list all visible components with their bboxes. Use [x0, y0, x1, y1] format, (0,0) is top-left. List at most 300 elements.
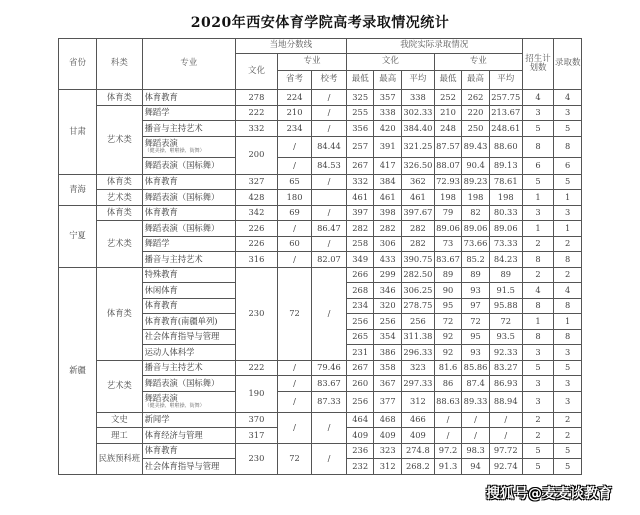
culture-line-cell: 226: [235, 221, 277, 237]
culture-min-cell: 231: [346, 345, 374, 361]
culture-max-cell: 377: [374, 391, 402, 412]
major-cell: 播音与主持艺术: [142, 252, 235, 268]
specialty-max-cell: 198: [462, 190, 490, 206]
major-cell: 体育教育: [142, 205, 235, 221]
plan-cell: 1: [522, 221, 554, 237]
specialty-min-cell: 92: [434, 329, 462, 345]
culture-min-cell: 265: [346, 329, 374, 345]
culture-avg-cell: 326.50: [401, 157, 434, 174]
culture-avg-cell: 282: [401, 221, 434, 237]
specialty-max-cell: 89.33: [462, 391, 490, 412]
school-exam-cell: /: [312, 412, 347, 443]
specialty-min-cell: 83.67: [434, 252, 462, 268]
culture-max-cell: 417: [374, 157, 402, 174]
admission-stats-table: [58, 38, 582, 475]
specialty-max-cell: 87.4: [462, 376, 490, 392]
specialty-max-cell: 95: [462, 329, 490, 345]
culture-min-cell: 461: [346, 190, 374, 206]
school-exam-cell: /: [312, 174, 347, 190]
culture-avg-cell: 397.67: [401, 205, 434, 221]
major-cell: 体育教育(南疆单列): [142, 314, 235, 330]
header-specialty-line: 专业: [278, 54, 347, 71]
specialty-avg-cell: 213.67: [489, 105, 522, 121]
specialty-min-cell: 95: [434, 298, 462, 314]
culture-max-cell: 358: [374, 360, 402, 376]
admitted-cell: 5: [554, 121, 582, 137]
culture-line-cell: 342: [235, 205, 277, 221]
table-row: [59, 360, 582, 376]
specialty-min-cell: 248: [434, 121, 462, 137]
culture-line-cell: 370: [235, 412, 277, 428]
admitted-cell: 1: [554, 314, 582, 330]
culture-max-cell: 391: [374, 136, 402, 157]
specialty-avg-cell: 89: [489, 267, 522, 283]
prov-exam-cell: /: [278, 360, 312, 376]
culture-line-cell: 316: [235, 252, 277, 268]
specialty-min-cell: 89: [434, 267, 462, 283]
specialty-avg-cell: 72: [489, 314, 522, 330]
culture-avg-cell: 323: [401, 360, 434, 376]
specialty-min-cell: 73: [434, 236, 462, 252]
culture-min-cell: 349: [346, 252, 374, 268]
prov-exam-cell: /: [278, 376, 312, 392]
culture-avg-cell: 256: [401, 314, 434, 330]
culture-max-cell: 354: [374, 329, 402, 345]
admitted-cell: 5: [554, 443, 582, 459]
specialty-min-cell: 210: [434, 105, 462, 121]
admitted-cell: 3: [554, 376, 582, 392]
major-subtitle: （健美操、啦啦操、街舞）: [144, 147, 205, 154]
culture-avg-cell: 312: [401, 391, 434, 412]
specialty-min-cell: 97.2: [434, 443, 462, 459]
culture-avg-cell: 321.25: [401, 136, 434, 157]
culture-line-cell: 332: [235, 121, 277, 137]
culture-line-cell: 317: [235, 428, 277, 444]
plan-cell: 8: [522, 136, 554, 157]
header-major: 专业: [142, 39, 235, 90]
specialty-min-cell: 88.63: [434, 391, 462, 412]
admitted-cell: 8: [554, 252, 582, 268]
culture-line-cell: 327: [235, 174, 277, 190]
plan-cell: 4: [522, 283, 554, 299]
table-row: [59, 105, 582, 121]
culture-min-cell: 356: [346, 121, 374, 137]
admitted-cell: 3: [554, 391, 582, 412]
specialty-avg-cell: 84.23: [489, 252, 522, 268]
plan-cell: 6: [522, 157, 554, 174]
province-cell: 甘肃: [59, 90, 97, 175]
admitted-cell: 8: [554, 329, 582, 345]
culture-avg-cell: 466: [401, 412, 434, 428]
specialty-max-cell: 89: [462, 267, 490, 283]
culture-min-cell: 267: [346, 360, 374, 376]
culture-max-cell: 384: [374, 174, 402, 190]
header-culture-line: 文化: [235, 54, 277, 90]
school-exam-cell: 86.47: [312, 221, 347, 237]
culture-avg-cell: 390.75: [401, 252, 434, 268]
culture-line-cell: 222: [235, 360, 277, 376]
culture-max-cell: 398: [374, 205, 402, 221]
category-cell: 体育类: [97, 267, 143, 360]
major-cell: 新闻学: [142, 412, 235, 428]
category-cell: 艺术类: [97, 190, 143, 206]
culture-max-cell: 299: [374, 267, 402, 283]
culture-max-cell: 312: [374, 459, 402, 475]
specialty-max-cell: 250: [462, 121, 490, 137]
category-cell: 体育类: [97, 90, 143, 106]
culture-avg-cell: 268.2: [401, 459, 434, 475]
major-name: 舞蹈表演: [144, 137, 178, 148]
province-cell: 青海: [59, 174, 97, 205]
school-exam-cell: /: [312, 443, 347, 474]
specialty-avg-cell: 97.72: [489, 443, 522, 459]
culture-max-cell: 461: [374, 190, 402, 206]
prov-exam-cell: /: [278, 412, 312, 443]
admitted-cell: 1: [554, 221, 582, 237]
major-cell: 社会体育指导与管理: [142, 329, 235, 345]
admitted-cell: 3: [554, 345, 582, 361]
school-exam-cell: /: [312, 205, 347, 221]
plan-cell: 8: [522, 329, 554, 345]
specialty-max-cell: 85.2: [462, 252, 490, 268]
major-cell: 舞蹈表演（国标舞）: [142, 157, 235, 174]
plan-cell: 2: [522, 236, 554, 252]
specialty-max-cell: 82: [462, 205, 490, 221]
header-culture-max: 最高: [374, 71, 402, 90]
culture-max-cell: 420: [374, 121, 402, 137]
plan-cell: 8: [522, 252, 554, 268]
category-cell: 理工: [97, 428, 143, 444]
culture-avg-cell: 461: [401, 190, 434, 206]
prov-exam-cell: /: [278, 391, 312, 412]
culture-line-cell: 278: [235, 90, 277, 106]
header-specialty-max: 最高: [462, 71, 490, 90]
major-cell: [142, 391, 235, 412]
plan-cell: 1: [522, 314, 554, 330]
major-name: 舞蹈表演: [144, 392, 178, 403]
culture-avg-cell: 282.50: [401, 267, 434, 283]
culture-min-cell: 266: [346, 267, 374, 283]
culture-max-cell: 346: [374, 283, 402, 299]
prov-exam-cell: /: [278, 252, 312, 268]
prov-exam-cell: 65: [278, 174, 312, 190]
admitted-cell: 5: [554, 360, 582, 376]
prov-exam-cell: 234: [278, 121, 312, 137]
specialty-min-cell: 88.07: [434, 157, 462, 174]
school-exam-cell: 83.67: [312, 376, 347, 392]
culture-max-cell: 386: [374, 345, 402, 361]
specialty-max-cell: 93: [462, 345, 490, 361]
major-cell: 体育教育: [142, 443, 235, 459]
major-cell: 舞蹈表演（国标舞）: [142, 221, 235, 237]
admitted-cell: 5: [554, 459, 582, 475]
plan-cell: 5: [522, 459, 554, 475]
category-cell: 艺术类: [97, 105, 143, 174]
major-cell: 体育教育: [142, 174, 235, 190]
specialty-max-cell: 89.23: [462, 174, 490, 190]
school-exam-cell: 79.46: [312, 360, 347, 376]
major-cell: 体育经济与管理: [142, 428, 235, 444]
culture-max-cell: 357: [374, 90, 402, 106]
header-culture-min: 最低: [346, 71, 374, 90]
major-cell: 特殊教育: [142, 267, 235, 283]
culture-avg-cell: 302.33: [401, 105, 434, 121]
header-actual: 我院实际录取情况: [346, 39, 522, 54]
culture-max-cell: 433: [374, 252, 402, 268]
specialty-avg-cell: 92.74: [489, 459, 522, 475]
culture-max-cell: 468: [374, 412, 402, 428]
specialty-max-cell: /: [462, 412, 490, 428]
culture-line-cell: 230: [235, 267, 277, 360]
admitted-cell: 5: [554, 174, 582, 190]
category-cell: 文史: [97, 412, 143, 428]
specialty-max-cell: 72: [462, 314, 490, 330]
school-exam-cell: [312, 190, 347, 206]
culture-max-cell: 367: [374, 376, 402, 392]
specialty-min-cell: 72: [434, 314, 462, 330]
culture-min-cell: 255: [346, 105, 374, 121]
specialty-max-cell: 262: [462, 90, 490, 106]
specialty-avg-cell: /: [489, 428, 522, 444]
school-exam-cell: /: [312, 121, 347, 137]
table-row: [59, 205, 582, 221]
specialty-max-cell: 89.06: [462, 221, 490, 237]
watermark: 搜狐号@麦麦谈教育: [486, 486, 612, 502]
school-exam-cell: 84.53: [312, 157, 347, 174]
admitted-cell: 6: [554, 157, 582, 174]
major-cell: 舞蹈学: [142, 236, 235, 252]
culture-min-cell: 257: [346, 136, 374, 157]
major-cell: 社会体育指导与管理: [142, 459, 235, 475]
culture-min-cell: 397: [346, 205, 374, 221]
culture-line-cell: 428: [235, 190, 277, 206]
header-specialty-avg: 平均: [489, 71, 522, 90]
culture-min-cell: 232: [346, 459, 374, 475]
specialty-min-cell: 87.57: [434, 136, 462, 157]
header-province: 省份: [59, 39, 97, 90]
specialty-avg-cell: 86.93: [489, 376, 522, 392]
culture-line-cell: 200: [235, 136, 277, 174]
plan-cell: 2: [522, 428, 554, 444]
category-cell: 体育类: [97, 205, 143, 221]
category-cell: 民族预科班: [97, 443, 143, 474]
culture-avg-cell: 296.33: [401, 345, 434, 361]
major-cell: 体育教育: [142, 90, 235, 106]
specialty-max-cell: 85.86: [462, 360, 490, 376]
table-row: [59, 221, 582, 237]
specialty-min-cell: 72.93: [434, 174, 462, 190]
prov-exam-cell: 72: [278, 267, 312, 360]
major-subtitle: （健美操、啦啦操、街舞）: [144, 402, 205, 409]
plan-cell: 3: [522, 391, 554, 412]
plan-cell: 5: [522, 174, 554, 190]
specialty-avg-cell: 95.88: [489, 298, 522, 314]
header-culture-avg: 平均: [401, 71, 434, 90]
admitted-cell: 2: [554, 236, 582, 252]
specialty-min-cell: 92: [434, 345, 462, 361]
culture-min-cell: 268: [346, 283, 374, 299]
table-row: [59, 443, 582, 459]
specialty-max-cell: 73.66: [462, 236, 490, 252]
culture-max-cell: 282: [374, 221, 402, 237]
specialty-min-cell: 90: [434, 283, 462, 299]
admitted-cell: 1: [554, 190, 582, 206]
plan-cell: 3: [522, 345, 554, 361]
specialty-avg-cell: 88.94: [489, 391, 522, 412]
culture-min-cell: 260: [346, 376, 374, 392]
specialty-avg-cell: 78.61: [489, 174, 522, 190]
admitted-cell: 3: [554, 205, 582, 221]
specialty-min-cell: 198: [434, 190, 462, 206]
plan-cell: 1: [522, 190, 554, 206]
prov-exam-cell: 69: [278, 205, 312, 221]
major-cell: 舞蹈学: [142, 105, 235, 121]
culture-max-cell: 306: [374, 236, 402, 252]
admitted-cell: 3: [554, 105, 582, 121]
school-exam-cell: 82.07: [312, 252, 347, 268]
header-provincial-exam: 省考: [278, 71, 312, 90]
prov-exam-cell: 224: [278, 90, 312, 106]
culture-avg-cell: 311.38: [401, 329, 434, 345]
header-culture-actual: 文化: [346, 54, 434, 71]
province-cell: 新疆: [59, 267, 97, 474]
table-row: [59, 90, 582, 106]
culture-min-cell: 325: [346, 90, 374, 106]
prov-exam-cell: /: [278, 136, 312, 157]
admitted-cell: 2: [554, 412, 582, 428]
major-cell: 体育教育: [142, 298, 235, 314]
specialty-min-cell: 79: [434, 205, 462, 221]
admitted-cell: 2: [554, 267, 582, 283]
header-specialty-min: 最低: [434, 71, 462, 90]
specialty-min-cell: /: [434, 412, 462, 428]
major-cell: 休闲体育: [142, 283, 235, 299]
culture-min-cell: 282: [346, 221, 374, 237]
culture-min-cell: 236: [346, 443, 374, 459]
plan-cell: 8: [522, 298, 554, 314]
culture-min-cell: 332: [346, 174, 374, 190]
prov-exam-cell: 210: [278, 105, 312, 121]
specialty-min-cell: 86: [434, 376, 462, 392]
culture-avg-cell: 278.75: [401, 298, 434, 314]
specialty-max-cell: 220: [462, 105, 490, 121]
specialty-avg-cell: /: [489, 412, 522, 428]
specialty-max-cell: 90.4: [462, 157, 490, 174]
culture-avg-cell: 362: [401, 174, 434, 190]
header-specialty-actual: 专业: [434, 54, 522, 71]
specialty-max-cell: 89.43: [462, 136, 490, 157]
specialty-avg-cell: 73.33: [489, 236, 522, 252]
specialty-avg-cell: 88.60: [489, 136, 522, 157]
culture-min-cell: 464: [346, 412, 374, 428]
culture-avg-cell: 409: [401, 428, 434, 444]
school-exam-cell: /: [312, 105, 347, 121]
specialty-avg-cell: 257.75: [489, 90, 522, 106]
culture-max-cell: 338: [374, 105, 402, 121]
culture-min-cell: 234: [346, 298, 374, 314]
culture-min-cell: 409: [346, 428, 374, 444]
culture-avg-cell: 306.25: [401, 283, 434, 299]
specialty-min-cell: 91.3: [434, 459, 462, 475]
major-cell: [142, 136, 235, 157]
specialty-avg-cell: 198: [489, 190, 522, 206]
culture-avg-cell: 384.40: [401, 121, 434, 137]
culture-max-cell: 323: [374, 443, 402, 459]
header-admitted: 录取数: [554, 39, 582, 90]
table-row: [59, 190, 582, 206]
table-row: [59, 174, 582, 190]
school-exam-cell: /: [312, 90, 347, 106]
admitted-cell: 8: [554, 136, 582, 157]
prov-exam-cell: /: [278, 221, 312, 237]
specialty-max-cell: /: [462, 428, 490, 444]
culture-avg-cell: 297.33: [401, 376, 434, 392]
culture-min-cell: 256: [346, 391, 374, 412]
admitted-cell: 2: [554, 428, 582, 444]
culture-min-cell: 256: [346, 314, 374, 330]
plan-cell: 3: [522, 105, 554, 121]
specialty-min-cell: 89.06: [434, 221, 462, 237]
prov-exam-cell: 60: [278, 236, 312, 252]
culture-max-cell: 409: [374, 428, 402, 444]
specialty-avg-cell: 248.61: [489, 121, 522, 137]
plan-cell: 2: [522, 267, 554, 283]
table-row: [59, 267, 582, 283]
specialty-avg-cell: 91.5: [489, 283, 522, 299]
plan-cell: 4: [522, 90, 554, 106]
culture-line-cell: 226: [235, 236, 277, 252]
specialty-max-cell: 93: [462, 283, 490, 299]
specialty-avg-cell: 89.13: [489, 157, 522, 174]
specialty-min-cell: /: [434, 428, 462, 444]
culture-max-cell: 256: [374, 314, 402, 330]
plan-cell: 2: [522, 412, 554, 428]
specialty-avg-cell: 80.33: [489, 205, 522, 221]
major-cell: 播音与主持艺术: [142, 121, 235, 137]
plan-cell: 3: [522, 376, 554, 392]
prov-exam-cell: 180: [278, 190, 312, 206]
page-title: 2020年西安体育学院高考录取情况统计: [190, 15, 450, 31]
prov-exam-cell: /: [278, 157, 312, 174]
admitted-cell: 8: [554, 298, 582, 314]
province-cell: 宁夏: [59, 205, 97, 267]
specialty-avg-cell: 93.5: [489, 329, 522, 345]
culture-avg-cell: 274.8: [401, 443, 434, 459]
category-cell: 艺术类: [97, 360, 143, 412]
school-exam-cell: 87.33: [312, 391, 347, 412]
school-exam-cell: /: [312, 236, 347, 252]
category-cell: 艺术类: [97, 221, 143, 268]
specialty-max-cell: 98.3: [462, 443, 490, 459]
major-cell: 舞蹈表演（国标舞）: [142, 376, 235, 392]
plan-cell: 5: [522, 360, 554, 376]
plan-cell: 3: [522, 205, 554, 221]
specialty-max-cell: 94: [462, 459, 490, 475]
category-cell: 体育类: [97, 174, 143, 190]
plan-cell: 5: [522, 121, 554, 137]
specialty-avg-cell: 92.33: [489, 345, 522, 361]
specialty-min-cell: 252: [434, 90, 462, 106]
header-school-exam: 校考: [312, 71, 347, 90]
school-exam-cell: 84.44: [312, 136, 347, 157]
culture-avg-cell: 282: [401, 236, 434, 252]
culture-avg-cell: 338: [401, 90, 434, 106]
school-exam-cell: /: [312, 267, 347, 360]
table-row: [59, 412, 582, 428]
header-plan: 招生计划数: [522, 39, 554, 90]
culture-line-cell: 190: [235, 376, 277, 413]
admitted-cell: 4: [554, 90, 582, 106]
